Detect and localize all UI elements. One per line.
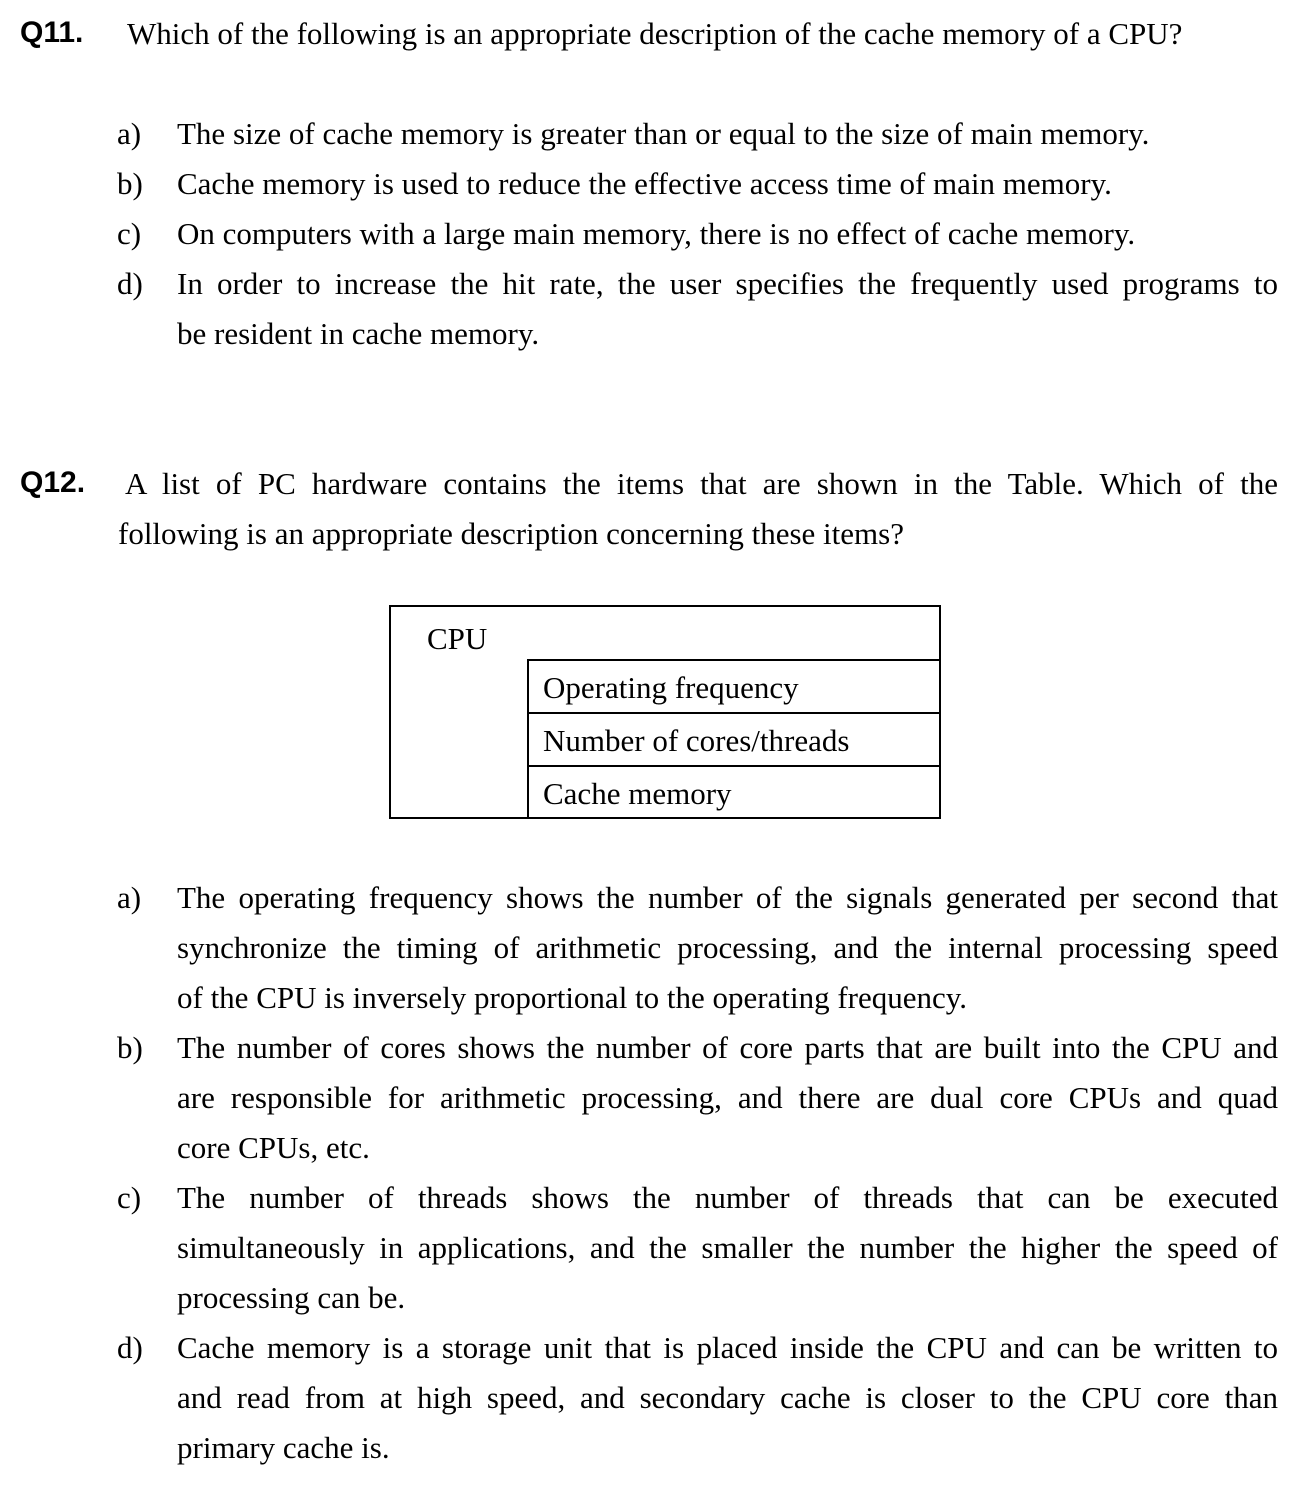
option-text: of the CPU is inversely proportional to the operating frequency. [177, 980, 968, 1015]
question-number-q11: Q11. [20, 16, 84, 49]
question-text-q12: A list of PC hardware contains the items that are shown in the Table. Which of the [125, 466, 1278, 501]
option-text: be resident in cache memory. [177, 316, 540, 351]
option-text: primary cache is. [177, 1430, 390, 1465]
option-text: On computers with a large main memory, there is no effect of cache memory. [177, 216, 1136, 251]
option-text: are responsible for arithmetic processing, and there are dual core CPUs and quad [177, 1080, 1278, 1115]
table-header-cpu: CPU [427, 621, 488, 656]
option-text: Cache memory is used to reduce the effective access time of main memory. [177, 166, 1112, 201]
question-number-q12: Q12. [20, 466, 86, 499]
option-label: c) [117, 1180, 142, 1215]
question-text-q11: Which of the following is an appropriate description of the cache memory of a CPU? [127, 16, 1183, 51]
option-label: a) [117, 116, 142, 151]
option-label: d) [117, 1330, 143, 1365]
option-label: a) [117, 880, 142, 915]
table-row: Operating frequency [527, 659, 941, 712]
option-text: simultaneously in applications, and the smaller the number the higher the speed of [177, 1230, 1278, 1265]
option-text: The number of cores shows the number of core parts that are built into the CPU and [177, 1030, 1278, 1065]
option-label: c) [117, 216, 142, 251]
option-label: d) [117, 266, 143, 301]
table-row: Cache memory [527, 765, 941, 818]
option-text: Cache memory is a storage unit that is placed inside the CPU and can be written to [177, 1330, 1278, 1365]
hardware-table [389, 605, 941, 819]
option-text: and read from at high speed, and secondary cache is closer to the CPU core than [177, 1380, 1278, 1415]
option-text: The size of cache memory is greater than or equal to the size of main memory. [177, 116, 1150, 151]
option-text: synchronize the timing of arithmetic processing, and the internal processing speed [177, 930, 1278, 965]
option-text: The number of threads shows the number of threads that can be executed [177, 1180, 1278, 1215]
question-text-q12-cont: following is an appropriate description concerning these items? [118, 516, 904, 551]
option-label: b) [117, 166, 143, 201]
table-row: Number of cores/threads [527, 712, 941, 765]
option-text: The operating frequency shows the number of the signals generated per second that [177, 880, 1278, 915]
option-label: b) [117, 1030, 143, 1065]
option-text: In order to increase the hit rate, the user specifies the frequently used programs to [177, 266, 1278, 301]
option-text: core CPUs, etc. [177, 1130, 370, 1165]
option-text: processing can be. [177, 1280, 406, 1315]
